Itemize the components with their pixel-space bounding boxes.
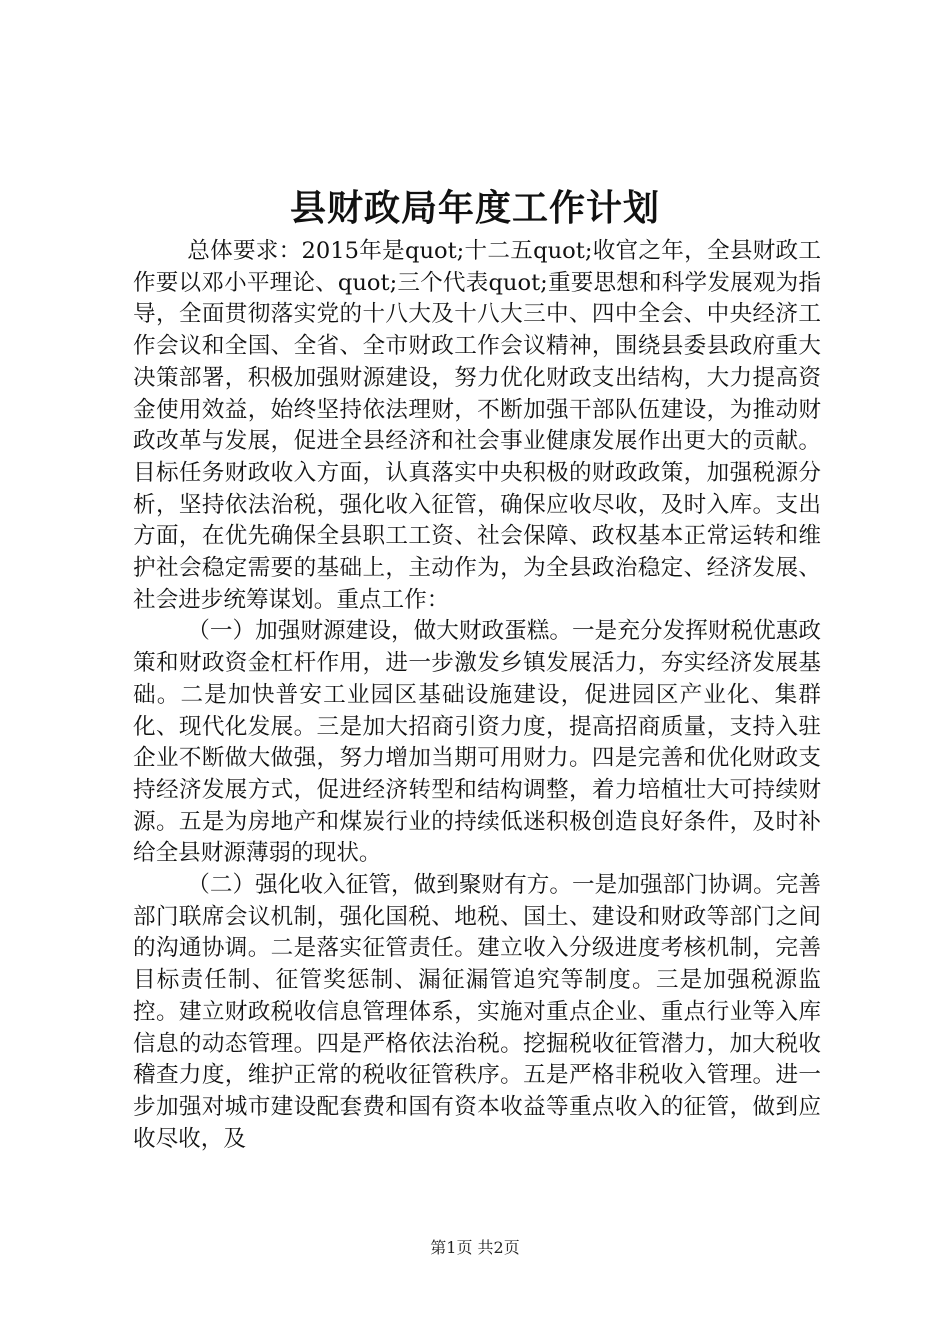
- document-title: 县财政局年度工作计划: [289, 187, 660, 229]
- page-number-footer: 第1页 共2页: [430, 1238, 520, 1257]
- paragraph-revenue-building: （一）加强财源建设，做大财政蛋糕。一是充分发挥财税优惠政策和财政资金杠杆作用，进一步激发乡镇发展活力，夯实经济发展基础。二是加快普安工业园区基础设施建设，促进园区产业化、集群化、现代化发展。三是加大招商引资力度，提高招商质量，支持入驻企业不断做大做强，努力增加当期可用财力。四是完善和优化财政支持经济发展方式，促进经济转型和结构调整，着力培植壮大可持续财源。五是为房地产和煤炭行业的持续低迷积极创造良好条件，及时补给全县财源薄弱的现状。: [133, 618, 821, 867]
- paragraph-general-requirements: 总体要求：2015年是quot;十二五quot;收官之年，全县财政工作要以邓小平理论、quot;三个代表quot;重要思想和科学发展观为指导，全面贯彻落实党的十八大及十八大三中、四中全会、中央经济工作会议和全国、全省、全市财政工作会议精神，围绕县委县政府重大决策部署，积极加强财源建设，努力优化财政支出结构，大力提高资金使用效益，始终坚持依法理财，不断加强干部队伍建设，为推动财政改革与发展，促进全县经济和社会事业健康发展作出更大的贡献。目标任务财政收入方面，认真落实中央积极的财政政策，加强税源分析，坚持依法治税，强化收入征管，确保应收尽收，及时入库。支出方面，在优先确保全县职工工资、社会保障、政权基本正常运转和维护社会稳定需要的基础上，主动作为，为全县政治稳定、经济发展、社会进步统筹谋划。重点工作：: [133, 238, 821, 613]
- paragraph-revenue-collection: （二）强化收入征管，做到聚财有方。一是加强部门协调。完善部门联席会议机制，强化国税、地税、国土、建设和财政等部门之间的沟通协调。二是落实征管责任。建立收入分级进度考核机制，完善目标责任制、征管奖惩制、漏征漏管追究等制度。三是加强税源监控。建立财政税收信息管理体系，实施对重点企业、重点行业等入库信息的动态管理。四是严格依法治税。挖掘税收征管潜力，加大税收稽查力度，维护正常的税收征管秩序。五是严格非税收入管理。进一步加强对城市建设配套费和国有资本收益等重点收入的征管，做到应收尽收，及: [133, 872, 821, 1152]
- document-body: [133, 236, 821, 1155]
